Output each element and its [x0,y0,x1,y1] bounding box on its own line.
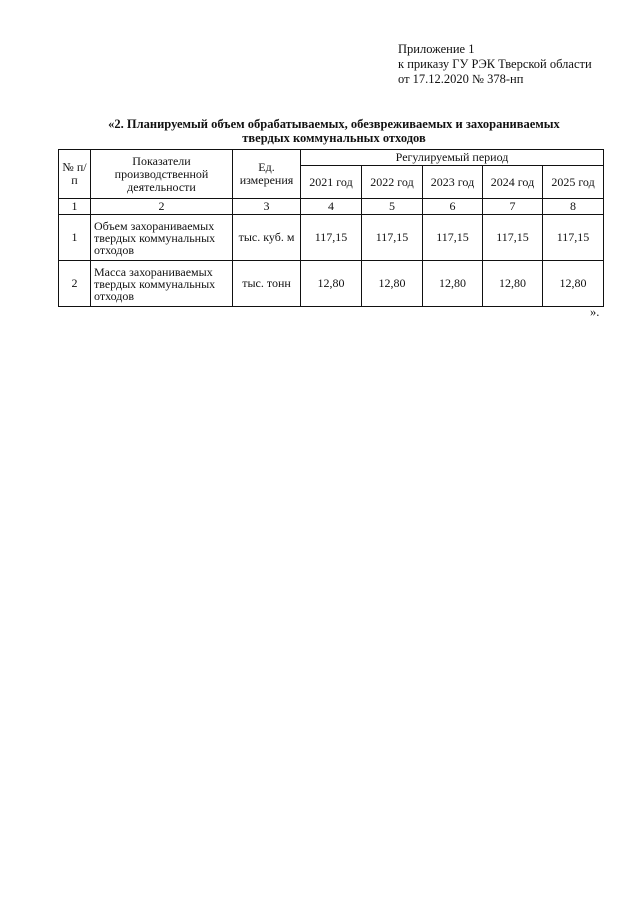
row-value: 117,15 [543,215,604,261]
header-year: 2023 год [423,166,483,199]
header-period: Регулируемый период [301,150,604,166]
appendix-header [398,42,592,87]
appendix-order-ref: к приказу ГУ РЭК Тверской области [398,57,592,71]
header-num: № п/п [59,150,91,199]
row-value: 12,80 [362,261,423,307]
column-number: 5 [362,199,423,215]
table-row [59,261,604,307]
header-year: 2024 год [483,166,543,199]
column-number: 4 [301,199,362,215]
header-year: 2022 год [362,166,423,199]
row-unit: тыс. куб. м [233,215,301,261]
row-value: 117,15 [362,215,423,261]
row-value: 12,80 [423,261,483,307]
row-value: 12,80 [301,261,362,307]
appendix-title: Приложение 1 [398,42,475,56]
column-number-row [59,199,604,215]
column-number: 8 [543,199,604,215]
row-num: 1 [59,215,91,261]
row-num: 2 [59,261,91,307]
row-indicator: Масса захораниваемых твердых коммунальных отходов [91,261,233,307]
section-title-line-2: твердых коммунальных отходов [242,131,426,145]
section-title-line-1: «2. Планируемый объем обрабатываемых, обезвреживаемых и захораниваемых [108,117,560,131]
waste-volume-table [58,149,604,307]
column-number: 1 [59,199,91,215]
row-value: 117,15 [483,215,543,261]
closing-quote: ». [590,305,600,319]
column-number: 6 [423,199,483,215]
appendix-order-date: от 17.12.2020 № 378-нп [398,72,524,86]
table-row [59,215,604,261]
row-value: 117,15 [423,215,483,261]
table-header-row [59,150,604,166]
column-number: 7 [483,199,543,215]
row-value: 12,80 [543,261,604,307]
header-indicator: Показатели производственной деятельности [91,150,233,199]
header-unit: Ед. измерения [233,150,301,199]
header-year: 2021 год [301,166,362,199]
column-number: 2 [91,199,233,215]
section-title [60,117,608,145]
header-year: 2025 год [543,166,604,199]
row-indicator: Объем захораниваемых твердых коммунальных отходов [91,215,233,261]
row-unit: тыс. тонн [233,261,301,307]
row-value: 117,15 [301,215,362,261]
column-number: 3 [233,199,301,215]
row-value: 12,80 [483,261,543,307]
